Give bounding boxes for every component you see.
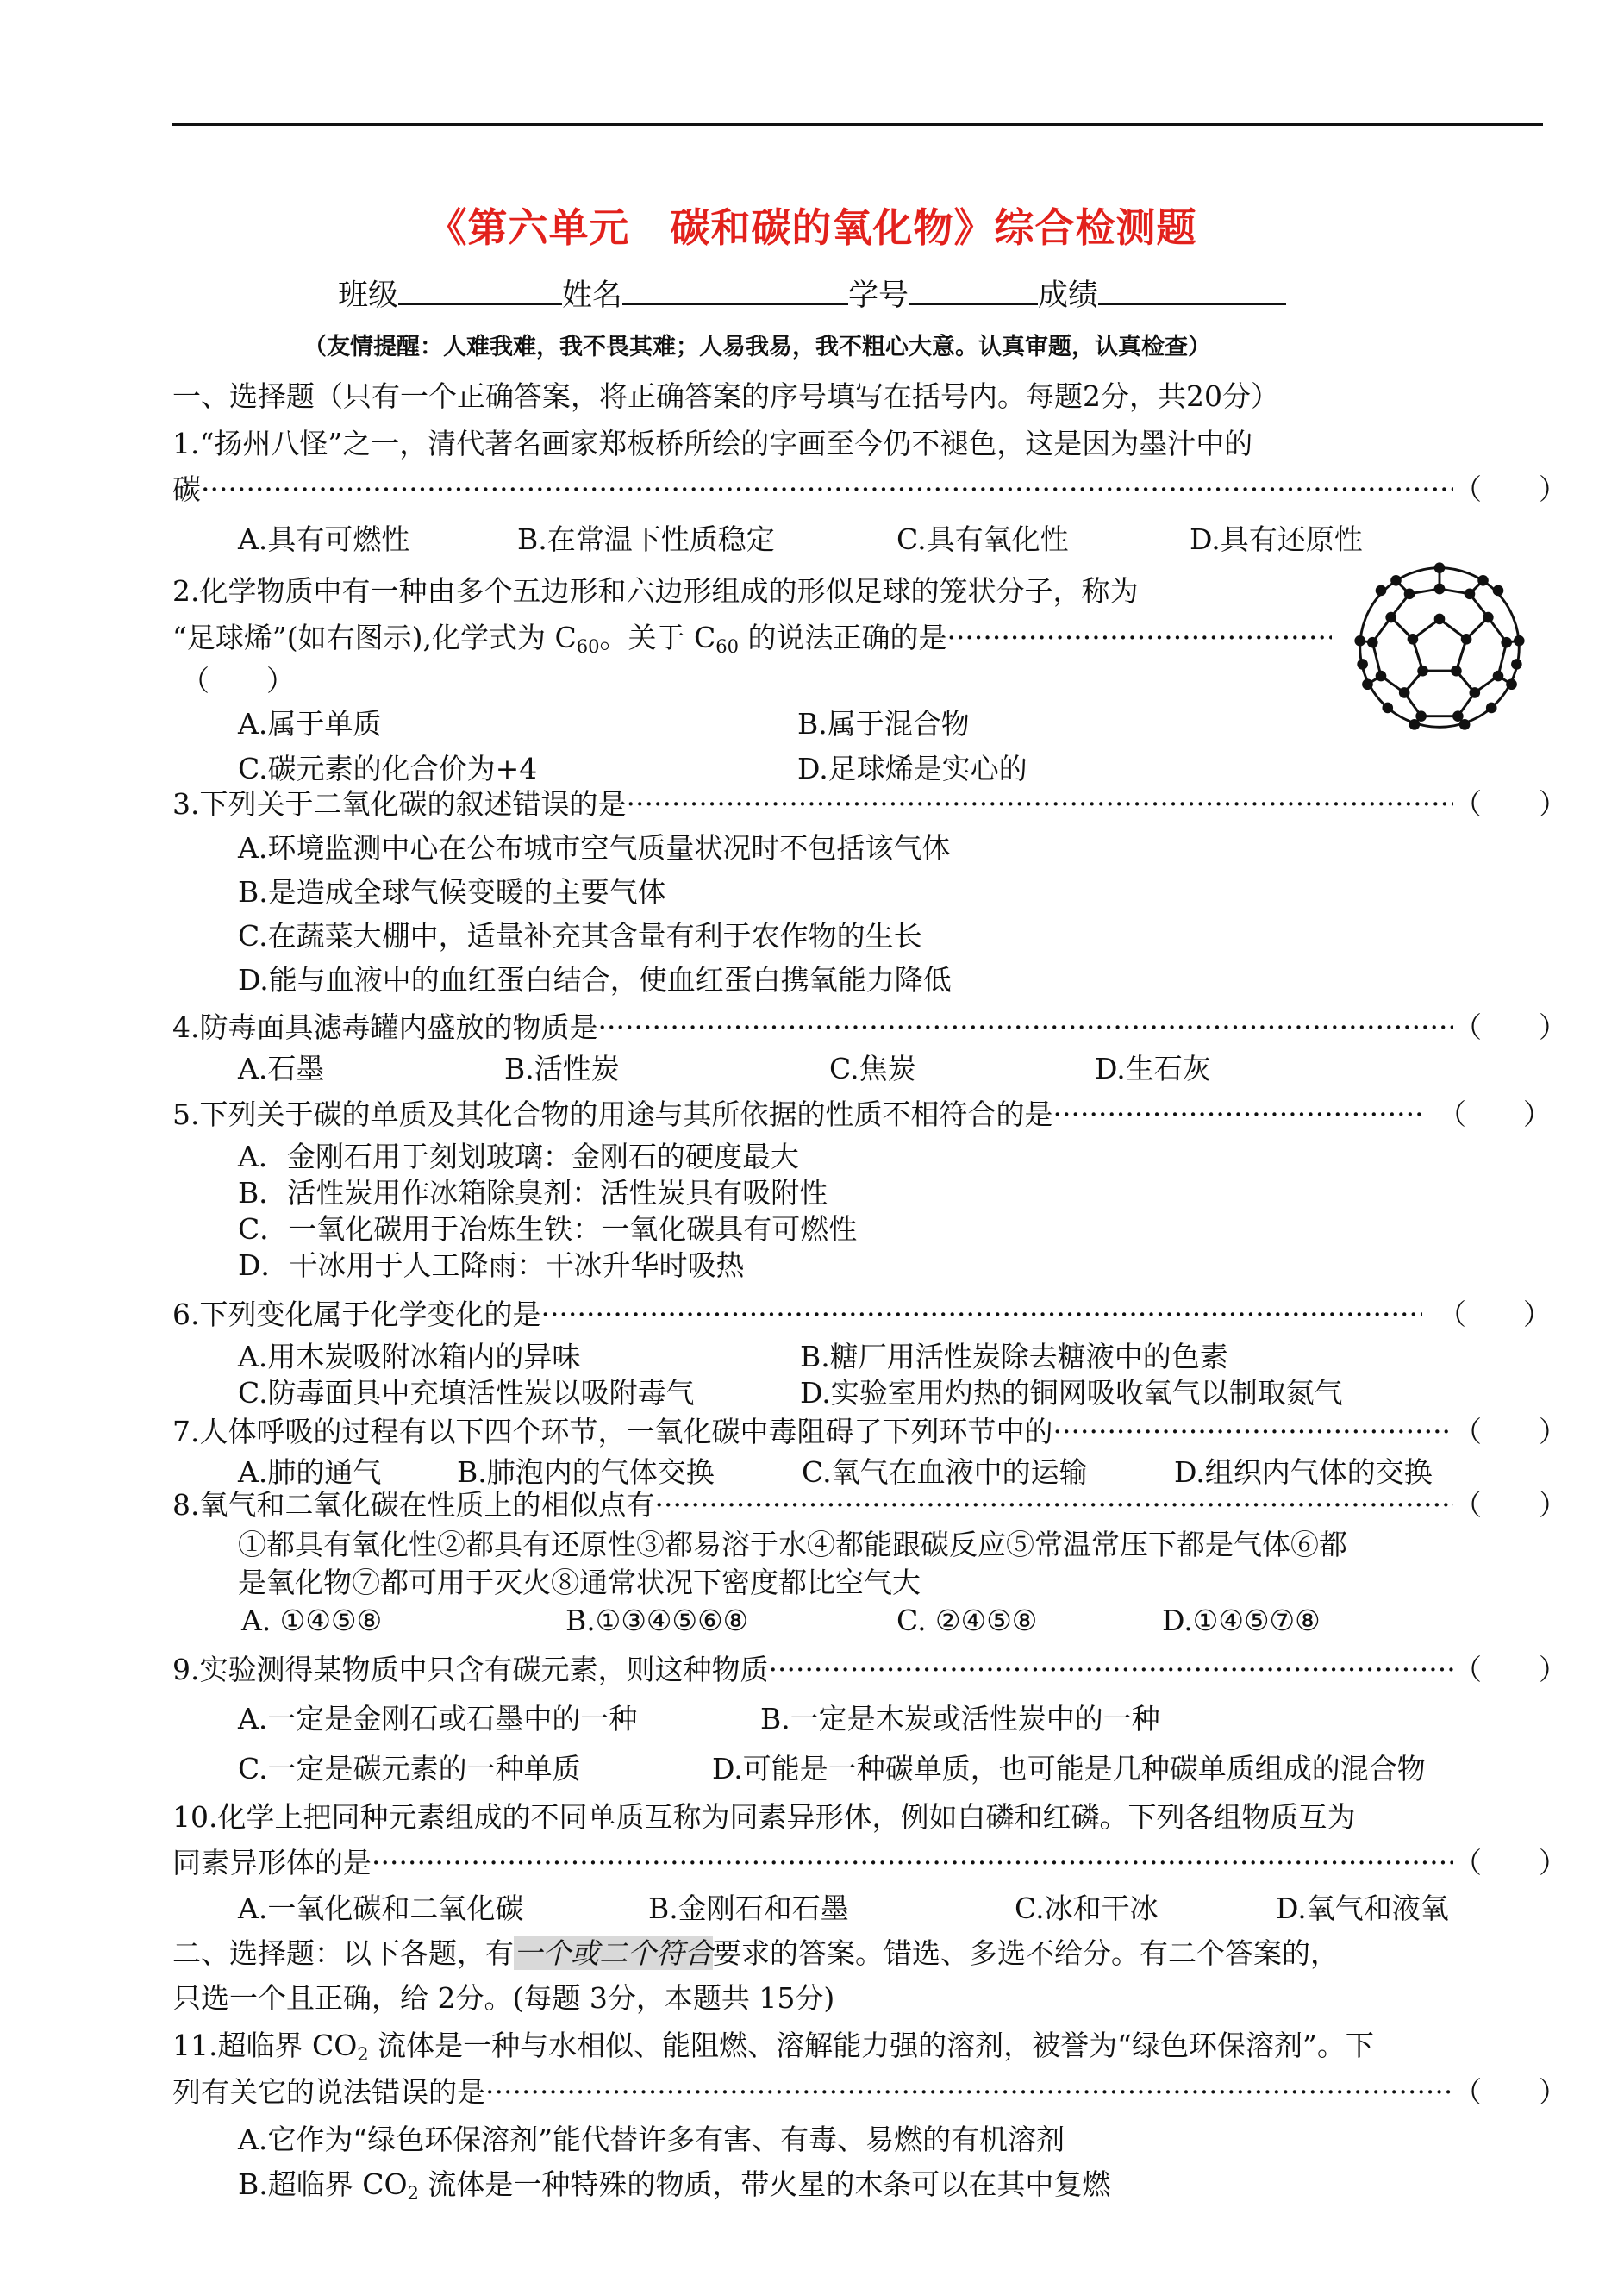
q3-stem: 3.下列关于二氧化碳的叙述错误的是 bbox=[172, 787, 627, 821]
q9-option-b[interactable]: B.一定是木炭或活性炭中的一种 bbox=[760, 1702, 1160, 1735]
q7-option-c[interactable]: C.氧气在血液中的运输 bbox=[802, 1455, 1088, 1489]
section2-heading-line2: 只选一个且正确，给 2分。(每题 3分，本题共 15分) bbox=[172, 1981, 835, 2015]
q2-stem-end: “足球烯”(如右图示),化学式为 $C_{60}$。关于 $C_{60}$ 的说法正确的是 bbox=[172, 621, 947, 657]
q10-option-a[interactable]: A.一氧化碳和二氧化碳 bbox=[238, 1892, 524, 1925]
q6-option-c[interactable]: C.防毒面具中充填活性炭以吸附毒气 bbox=[238, 1376, 695, 1410]
q3-stem-line bbox=[172, 787, 1567, 822]
number-field[interactable] bbox=[909, 278, 1038, 305]
q2-stem: 2.化学物质中有一种由多个五边形和六边形组成的形似足球的笼状分子，称为 bbox=[172, 574, 1139, 608]
leader-dots bbox=[541, 1298, 1423, 1332]
q11-stem: 11.超临界 $CO_2$ 流体是一种与水相似、能阻燃、溶解能力强的溶剂，被誉为“绿色环保溶剂”。下 bbox=[172, 2029, 1374, 2065]
q1-answer-line bbox=[172, 472, 1567, 507]
q8-option-d[interactable]: D.①④⑤⑦⑧ bbox=[1162, 1604, 1321, 1637]
leader-dots bbox=[1053, 1097, 1423, 1132]
q2-option-d[interactable]: D.足球烯是实心的 bbox=[797, 752, 1027, 785]
student-info-line bbox=[338, 278, 1286, 313]
q6-stem-line bbox=[172, 1298, 1552, 1332]
q3-option-a[interactable]: A.环境监测中心在公布城市空气质量状况时不包括该气体 bbox=[238, 831, 951, 865]
q7-option-b[interactable]: B.肺泡内的气体交换 bbox=[457, 1455, 715, 1489]
q8-option-b[interactable]: B.①③④⑤⑥⑧ bbox=[565, 1604, 749, 1637]
q8-stem: 8.氧气和二氧化碳在性质上的相似点有 bbox=[172, 1488, 655, 1522]
q2-stem-line2 bbox=[172, 621, 1332, 655]
q1-option-d[interactable]: D.具有还原性 bbox=[1190, 522, 1363, 556]
leader-dots bbox=[598, 1010, 1454, 1045]
q11-stem-end: 列有关它的说法错误的是 bbox=[172, 2075, 485, 2109]
leader-dots bbox=[627, 787, 1454, 822]
page-title: 《第六单元 碳和碳的氧化物》综合检测题 bbox=[427, 204, 1197, 251]
q4-answer-bracket[interactable]: （ ） bbox=[1453, 1010, 1567, 1044]
q8-statements-line1: ①都具有氧化性②都具有还原性③都易溶于水④都能跟碳反应⑤常温常压下都是气体⑥都 bbox=[238, 1528, 1347, 1561]
leader-dots bbox=[655, 1488, 1454, 1523]
q9-option-c[interactable]: C.一定是碳元素的一种单质 bbox=[238, 1752, 581, 1785]
q10-option-b[interactable]: B.金刚石和石墨 bbox=[648, 1892, 849, 1925]
q1-stem: 1.“扬州八怪”之一，清代著名画家郑板桥所绘的字画至今仍不褪色，这是因为墨汁中的 bbox=[172, 427, 1253, 460]
q5-option-d[interactable]: D．干冰用于人工降雨：干冰升华时吸热 bbox=[238, 1248, 745, 1282]
leader-dots bbox=[485, 2075, 1453, 2110]
number-label: 学号 bbox=[848, 278, 909, 313]
q3-option-d[interactable]: D.能与血液中的血红蛋白结合，使血红蛋白携氧能力降低 bbox=[238, 963, 952, 997]
q3-option-c[interactable]: C.在蔬菜大棚中，适量补充其含量有利于农作物的生长 bbox=[238, 919, 922, 953]
q3-answer-bracket[interactable]: （ ） bbox=[1453, 787, 1567, 821]
q10-stem-end: 同素异形体的是 bbox=[172, 1846, 372, 1879]
class-label: 班级 bbox=[338, 278, 399, 313]
q9-answer-bracket[interactable]: （ ） bbox=[1453, 1653, 1567, 1686]
q8-statements-line2: 是氧化物⑦都可用于灭火⑧通常状况下密度都比空气大 bbox=[238, 1566, 921, 1599]
q7-option-a[interactable]: A.肺的通气 bbox=[238, 1455, 382, 1489]
q5-stem: 5.下列关于碳的单质及其化合物的用途与其所依据的性质不相符合的是 bbox=[172, 1097, 1053, 1131]
highlighted-text: 一个或二个符合 bbox=[514, 1936, 713, 1970]
q8-stem-line bbox=[172, 1488, 1567, 1523]
q7-stem-line bbox=[172, 1415, 1567, 1449]
q10-stem: 10.化学上把同种元素组成的不同单质互称为同素异形体，例如白磷和红磷。下列各组物质互为 bbox=[172, 1800, 1356, 1834]
q1-option-b[interactable]: B.在常温下性质稳定 bbox=[517, 522, 775, 556]
q11-answer-bracket[interactable]: （ ） bbox=[1453, 2075, 1567, 2109]
buckyball-c60-molecule-icon bbox=[1352, 559, 1527, 736]
q4-option-c[interactable]: C.焦炭 bbox=[829, 1052, 916, 1085]
q6-option-a[interactable]: A.用木炭吸附冰箱内的异味 bbox=[238, 1340, 581, 1373]
q9-option-a[interactable]: A.一定是金刚石或石墨中的一种 bbox=[238, 1702, 638, 1735]
score-field[interactable] bbox=[1098, 278, 1286, 305]
q8-option-c[interactable]: C. ②④⑤⑧ bbox=[896, 1604, 1038, 1637]
q4-stem: 4.防毒面具滤毒罐内盛放的物质是 bbox=[172, 1010, 598, 1044]
q10-stem-line2 bbox=[172, 1846, 1567, 1880]
q6-option-b[interactable]: B.糖厂用活性炭除去糖液中的色素 bbox=[800, 1340, 1228, 1373]
q5-option-a[interactable]: A．金刚石用于刻划玻璃：金刚石的硬度最大 bbox=[238, 1140, 799, 1173]
leader-dots bbox=[201, 472, 1453, 507]
name-label: 姓名 bbox=[562, 278, 623, 313]
score-label: 成绩 bbox=[1038, 278, 1099, 313]
leader-dots bbox=[1053, 1415, 1454, 1449]
leader-dots bbox=[769, 1653, 1454, 1687]
class-field[interactable] bbox=[398, 278, 562, 305]
header-rule bbox=[172, 123, 1543, 126]
q2-answer-bracket[interactable]: （ ） bbox=[181, 664, 295, 697]
q4-option-d[interactable]: D.生石灰 bbox=[1095, 1052, 1211, 1085]
q6-option-d[interactable]: D.实验室用灼热的铜网吸收氧气以制取氮气 bbox=[800, 1376, 1343, 1410]
q4-option-b[interactable]: B.活性炭 bbox=[504, 1052, 620, 1085]
q10-answer-bracket[interactable]: （ ） bbox=[1453, 1846, 1567, 1879]
q10-option-c[interactable]: C.冰和干冰 bbox=[1015, 1892, 1159, 1925]
q4-stem-line bbox=[172, 1010, 1567, 1045]
section1-heading: 一、选择题（只有一个正确答案，将正确答案的序号填写在括号内。每题2分，共20分） bbox=[172, 379, 1279, 413]
q7-stem: 7.人体呼吸的过程有以下四个环节，一氧化碳中毒阻碍了下列环节中的 bbox=[172, 1415, 1053, 1448]
leader-dots bbox=[946, 621, 1332, 655]
q2-option-b[interactable]: B.属于混合物 bbox=[797, 707, 970, 741]
q2-option-a[interactable]: A.属于单质 bbox=[238, 707, 382, 741]
q5-option-b[interactable]: B．活性炭用作冰箱除臭剂：活性炭具有吸附性 bbox=[238, 1176, 828, 1210]
section2-heading: 二、选择题：以下各题，有一个或二个符合要求的答案。错选、多选不给分。有二个答案的， bbox=[172, 1936, 1339, 1970]
friendly-hint: （友情提醒：人难我难，我不畏其难；人易我易，我不粗心大意。认真审题，认真检查） bbox=[303, 334, 1211, 360]
q3-option-b[interactable]: B.是造成全球气候变暖的主要气体 bbox=[238, 875, 666, 909]
q8-answer-bracket[interactable]: （ ） bbox=[1453, 1488, 1567, 1522]
q2-option-c[interactable]: C.碳元素的化合价为+4 bbox=[238, 752, 538, 785]
q11-stem-line2 bbox=[172, 2075, 1567, 2110]
q7-answer-bracket[interactable]: （ ） bbox=[1453, 1415, 1567, 1448]
leader-dots bbox=[372, 1846, 1453, 1880]
q5-stem-line bbox=[172, 1097, 1552, 1132]
q9-stem-line bbox=[172, 1653, 1567, 1687]
q11-option-a[interactable]: A.它作为“绿色环保溶剂”能代替许多有害、有毒、易燃的有机溶剂 bbox=[238, 2123, 1065, 2156]
q5-answer-bracket[interactable]: （ ） bbox=[1438, 1097, 1552, 1131]
q4-option-a[interactable]: A.石墨 bbox=[238, 1052, 325, 1085]
q9-stem: 9.实验测得某物质中只含有碳元素，则这种物质 bbox=[172, 1653, 769, 1686]
q11-option-b[interactable]: B.超临界 $CO_2$ 流体是一种特殊的物质，带火星的木条可以在其中复燃 bbox=[238, 2167, 1111, 2204]
q1-answer-bracket[interactable]: （ ） bbox=[1453, 472, 1567, 506]
q1-stem-end: 碳 bbox=[172, 472, 201, 506]
q8-option-a[interactable]: A. ①④⑤⑧ bbox=[241, 1604, 383, 1637]
q10-option-d[interactable]: D.氧气和液氧 bbox=[1276, 1892, 1449, 1925]
q9-option-d[interactable]: D.可能是一种碳单质，也可能是几种碳单质组成的混合物 bbox=[712, 1752, 1426, 1785]
q5-option-c[interactable]: C．一氧化碳用于冶炼生铁：一氧化碳具有可燃性 bbox=[238, 1212, 858, 1246]
q6-answer-bracket[interactable]: （ ） bbox=[1438, 1298, 1552, 1331]
name-field[interactable] bbox=[622, 278, 848, 305]
q6-stem: 6.下列变化属于化学变化的是 bbox=[172, 1298, 541, 1331]
q1-option-c[interactable]: C.具有氧化性 bbox=[896, 522, 1069, 556]
q7-option-d[interactable]: D.组织内气体的交换 bbox=[1174, 1455, 1433, 1489]
q1-option-a[interactable]: A.具有可燃性 bbox=[238, 522, 410, 556]
